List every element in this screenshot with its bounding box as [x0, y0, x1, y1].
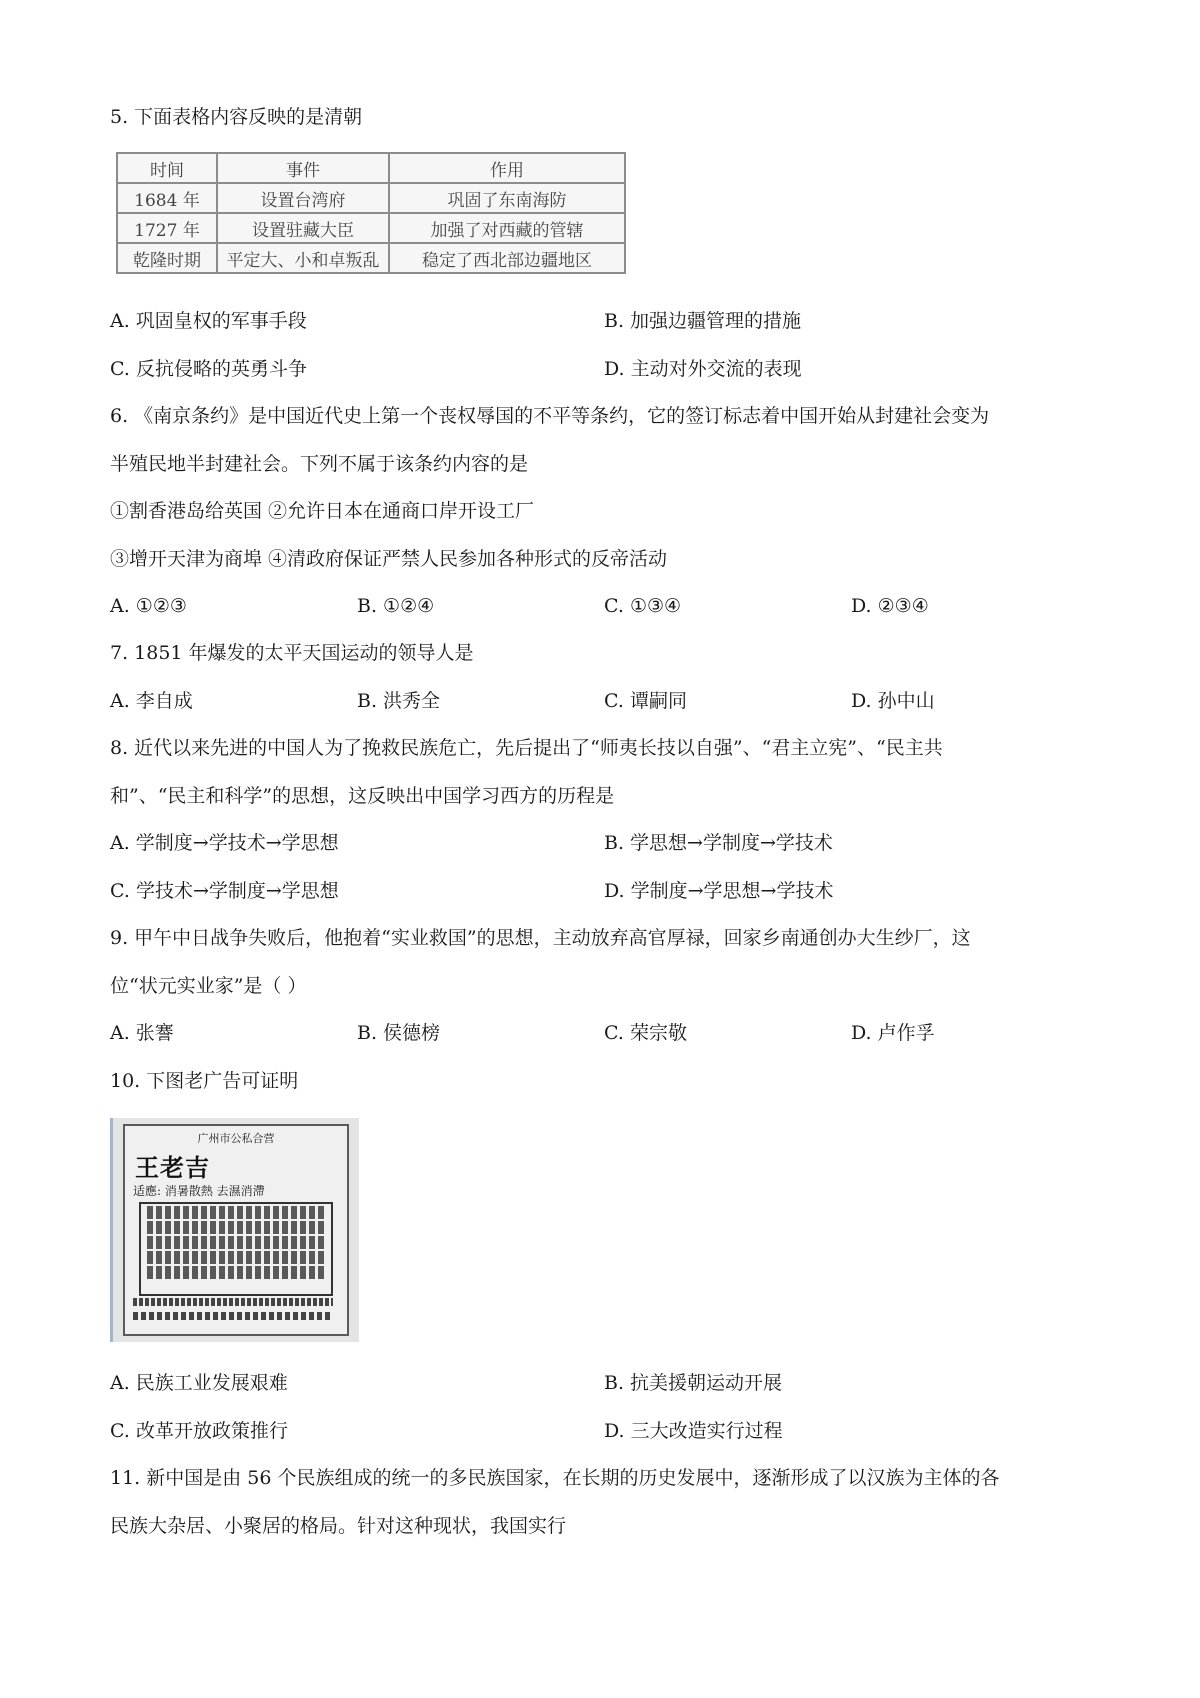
table-row	[117, 183, 625, 213]
option-d[interactable]: D. 孙中山	[851, 690, 935, 712]
option-a[interactable]: A. 李自成	[110, 690, 193, 712]
ad-product-list	[139, 1202, 333, 1296]
table-cell: 1684 年	[117, 183, 217, 213]
question-9-stem-line1: 9. 甲午中日战争失败后，他抱着“实业救国”的思想，主动放弃高官厚禄，回家乡南通创办大生纱厂，这	[110, 927, 971, 949]
ad-product-row	[147, 1206, 325, 1219]
option-c[interactable]: C. 荣宗敬	[604, 1022, 687, 1044]
question-6-items-line1: ①割香港岛给英国 ②允许日本在通商口岸开设工厂	[110, 500, 535, 522]
option-c[interactable]: C. 谭嗣同	[604, 690, 687, 712]
option-c[interactable]: C. ①③④	[604, 595, 682, 617]
ad-product-row	[147, 1266, 325, 1279]
table-row	[117, 243, 625, 273]
option-b[interactable]: B. 抗美援朝运动开展	[604, 1372, 783, 1394]
option-a[interactable]: A. 巩固皇权的军事手段	[110, 310, 307, 332]
table-cell: 乾隆时期	[117, 243, 217, 273]
table-row	[117, 213, 625, 243]
question-7-stem: 7. 1851 年爆发的太平天国运动的领导人是	[110, 642, 474, 664]
question-8-stem-line1: 8. 近代以来先进的中国人为了挽救民族危亡，先后提出了“师夷长技以自强”、“君主立宪”、“民主共	[110, 737, 943, 759]
question-6-stem-line2: 半殖民地半封建社会。下列不属于该条约内容的是	[110, 453, 529, 475]
option-a[interactable]: A. ①②③	[110, 595, 187, 617]
table-cell: 设置驻藏大臣	[217, 213, 389, 243]
ad-footer-text	[133, 1298, 333, 1306]
ad-effects-line: 适應: 消暑散熱 去濕消滯	[133, 1184, 265, 1198]
old-advertisement-image	[110, 1118, 359, 1342]
option-d[interactable]: D. 学制度→学思想→学技术	[604, 880, 834, 902]
table-cell: 平定大、小和卓叛乱	[217, 243, 389, 273]
ad-product-row	[147, 1221, 325, 1234]
table-cell: 加强了对西藏的管辖	[389, 213, 625, 243]
table-header: 事件	[217, 153, 389, 183]
ad-company-line: 广州市公私合营	[197, 1132, 275, 1145]
option-a[interactable]: A. 张謇	[110, 1022, 174, 1044]
question-11-stem-line1: 11. 新中国是由 56 个民族组成的统一的多民族国家，在长期的历史发展中，逐渐形成了以汉族为主体的各	[110, 1467, 1000, 1489]
option-b[interactable]: B. ①②④	[357, 595, 435, 617]
question-9-stem-line2: 位“状元实业家”是（ ）	[110, 975, 307, 997]
ad-product-row	[147, 1236, 325, 1249]
advertisement-paper	[123, 1124, 349, 1336]
option-d[interactable]: D. 卢作孚	[851, 1022, 935, 1044]
ad-brand-title: 王老吉	[135, 1153, 210, 1182]
question-6-items-line2: ③增开天津为商埠 ④清政府保证严禁人民参加各种形式的反帝活动	[110, 548, 668, 570]
ad-product-row	[147, 1251, 325, 1264]
option-a[interactable]: A. 学制度→学技术→学思想	[110, 832, 339, 854]
question-5-stem: 5. 下面表格内容反映的是清朝	[110, 106, 363, 128]
option-d[interactable]: D. 主动对外交流的表现	[604, 358, 802, 380]
table-header: 作用	[389, 153, 625, 183]
option-b[interactable]: B. 学思想→学制度→学技术	[604, 832, 833, 854]
option-b[interactable]: B. 洪秀全	[357, 690, 441, 712]
table-cell: 设置台湾府	[217, 183, 389, 213]
question-10-stem: 10. 下图老广告可证明	[110, 1070, 299, 1092]
question-6-stem-line1: 6. 《南京条约》是中国近代史上第一个丧权辱国的不平等条约，它的签订标志着中国开始从封建社会变为	[110, 405, 990, 427]
table-header-row	[117, 153, 625, 183]
table-cell: 1727 年	[117, 213, 217, 243]
option-b[interactable]: B. 加强边疆管理的措施	[604, 310, 802, 332]
option-d[interactable]: D. 三大改造实行过程	[604, 1420, 783, 1442]
option-c[interactable]: C. 反抗侵略的英勇斗争	[110, 358, 307, 380]
question-11-stem-line2: 民族大杂居、小聚居的格局。针对这种现状，我国实行	[110, 1515, 567, 1537]
table-cell: 巩固了东南海防	[389, 183, 625, 213]
option-a[interactable]: A. 民族工业发展艰难	[110, 1372, 288, 1394]
table-cell: 稳定了西北部边疆地区	[389, 243, 625, 273]
option-c[interactable]: C. 学技术→学制度→学思想	[110, 880, 339, 902]
option-c[interactable]: C. 改革开放政策推行	[110, 1420, 288, 1442]
ad-footer-text	[133, 1312, 333, 1320]
question-5-table	[116, 152, 626, 274]
option-b[interactable]: B. 侯德榜	[357, 1022, 441, 1044]
table-header: 时间	[117, 153, 217, 183]
option-d[interactable]: D. ②③④	[851, 595, 929, 617]
question-8-stem-line2: 和”、“民主和科学”的思想，这反映出中国学习西方的历程是	[110, 785, 615, 807]
